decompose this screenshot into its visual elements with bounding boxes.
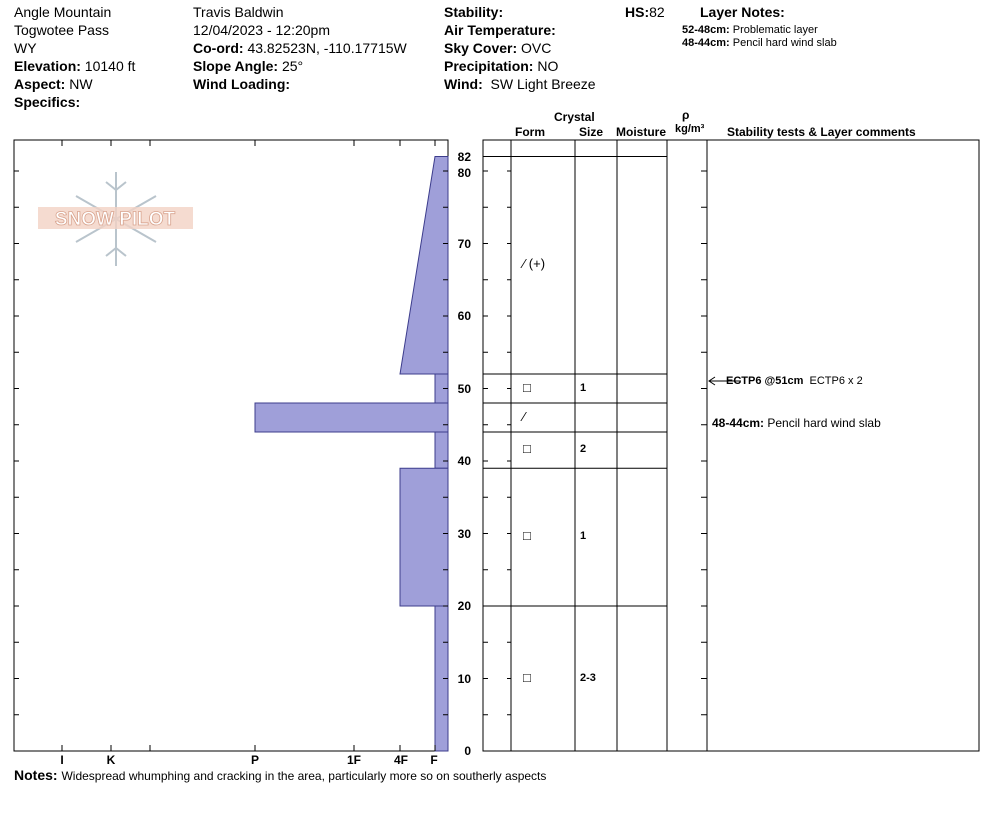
y-tick-label: 20: [457, 599, 471, 613]
hardness-layer-3: [255, 403, 448, 432]
layer-table-frame: [483, 140, 979, 751]
hs-row: HS:82: [625, 4, 665, 20]
y-tick-label: 80: [457, 166, 471, 180]
hardness-layers: [255, 157, 448, 752]
aspect-row: Aspect: NW: [14, 76, 93, 92]
moisture-header: Moisture: [616, 125, 667, 139]
y-tick-label: 40: [457, 454, 471, 468]
snowpilot-logo: [38, 172, 193, 266]
size-header: Size: [579, 125, 604, 139]
grain-form-symbol: ⁄ (+): [523, 256, 546, 272]
form-header: Form: [515, 125, 545, 139]
precip-row: Precipitation: NO: [444, 58, 559, 74]
x-tick-label: P: [250, 753, 260, 767]
grain-form-symbol: □: [523, 528, 531, 544]
hardness-layer-1: [400, 157, 448, 375]
wind-loading-row: Wind Loading:: [193, 76, 291, 92]
y-tick-label: 50: [457, 381, 471, 396]
stability-row: Stability:: [444, 4, 504, 20]
hardness-plot-frame: [14, 140, 448, 751]
notes-row: Notes: Widespread whumphing and cracking in the area, particularly more so on southerly aspects: [14, 767, 547, 783]
grain-form-symbol: □: [523, 379, 531, 395]
air-temp-row: Air Temperature:: [444, 22, 556, 38]
x-tick-label: K: [106, 753, 116, 767]
right-axis-ticks: [483, 171, 707, 715]
layer-note-1: 52-48cm: Problematic layer: [682, 24, 818, 36]
elevation-row: Elevation: 10140 ft: [14, 58, 136, 74]
crystal-header: Crystal: [554, 110, 595, 124]
density-unit-header: kg/m³: [675, 123, 705, 135]
grain-size-label: 1: [580, 530, 587, 543]
left-axis-ticks: [14, 140, 448, 751]
state-name: WY: [14, 40, 37, 56]
layer-note-2: 48-44cm: Pencil hard wind slab: [682, 37, 837, 49]
logo-text: SNOW PILOT: [54, 209, 176, 230]
comments-header: Stability tests & Layer comments: [727, 125, 916, 139]
x-tick-label: 1F: [346, 753, 362, 767]
location-name: Angle Mountain: [14, 4, 112, 20]
grain-form-symbol: □: [523, 441, 531, 457]
grain-size-label: 2-3: [580, 671, 596, 684]
specifics-row: Specifics:: [14, 94, 81, 110]
y-tick-label: 10: [457, 671, 471, 686]
region-name: Togwotee Pass: [14, 22, 109, 38]
layer-comment: 48-44cm: Pencil hard wind slab: [712, 416, 881, 430]
grain-form-symbol: □: [523, 669, 531, 685]
y-tick-label: 82: [457, 149, 471, 164]
y-tick-label: 70: [457, 236, 471, 251]
y-tick-label: 0: [464, 744, 471, 758]
grain-size-label: 1: [580, 381, 587, 394]
datetime: 12/04/2023 - 12:20pm: [193, 22, 330, 38]
slope-row: Slope Angle: 25°: [193, 58, 304, 74]
sky-row: Sky Cover: OVC: [444, 40, 552, 56]
x-tick-label: I: [60, 753, 64, 767]
coord-row: Co-ord: 43.82523N, -110.17715W: [193, 40, 407, 56]
y-tick-label: 30: [457, 526, 471, 541]
grain-size-label: 2: [580, 443, 587, 456]
x-tick-label: 4F: [393, 753, 409, 767]
y-tick-label: 60: [457, 309, 471, 323]
stability-test-comment: ECTP6 @51cm ECTP6 x 2: [726, 375, 863, 387]
layer-notes-title: Layer Notes:: [700, 4, 785, 20]
grain-form-symbol: ⁄: [523, 408, 526, 424]
wind-row: Wind: SW Light Breeze: [444, 76, 596, 92]
observer-name: Travis Baldwin: [193, 4, 284, 20]
table-column-lines: [511, 140, 707, 751]
rho-header: ρ: [682, 108, 690, 122]
x-tick-label: F: [430, 753, 438, 767]
